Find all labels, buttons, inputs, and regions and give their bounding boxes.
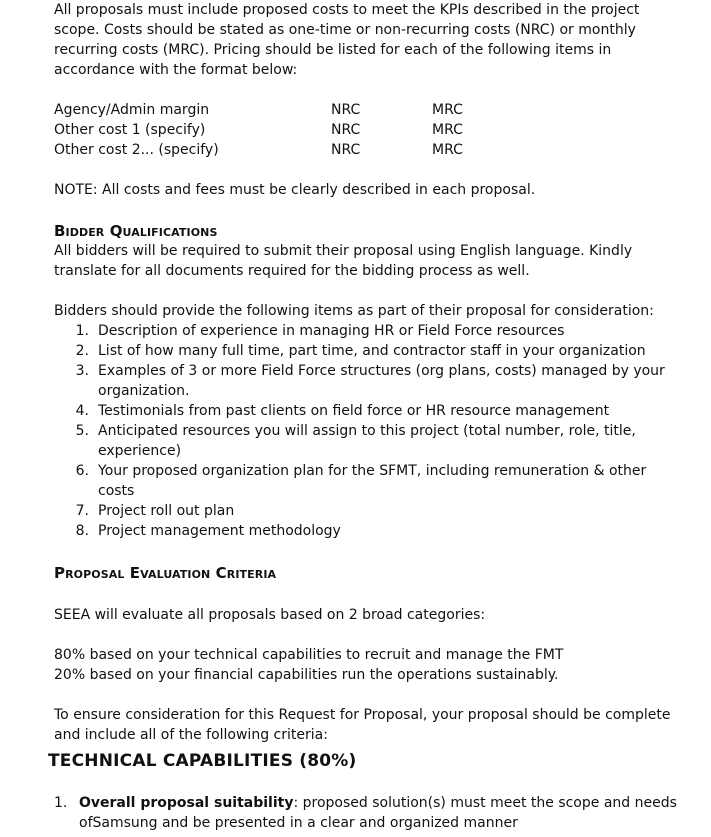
consideration-paragraph: To ensure consideration for this Request for Proposal, your proposal should be complete and include all of the following criteria:	[54, 707, 671, 743]
list-text: Project management methodology	[98, 523, 341, 539]
financial-weight-line: 20% based on your financial capabilities run the operations sustainably.	[54, 667, 559, 683]
list-number: 1.	[54, 795, 68, 811]
cost-mrc: MRC	[432, 142, 463, 158]
cost-row	[54, 140, 684, 160]
list-text: Description of experience in managing HR or Field Force resources	[98, 323, 565, 339]
list-text: List of how many full time, part time, and contractor staff in your organization	[98, 343, 646, 359]
cost-mrc: MRC	[432, 102, 463, 118]
list-text: Examples of 3 or more Field Force structures (org plans, costs) managed by your organization.	[98, 363, 665, 399]
list-number: 7.	[75, 503, 89, 519]
list-number: 8.	[75, 523, 89, 539]
cost-item: Other cost 2... (specify)	[54, 142, 219, 158]
list-item	[54, 461, 684, 501]
list-number: 2.	[75, 343, 89, 359]
list-item	[54, 361, 684, 401]
list-text	[79, 793, 684, 833]
cost-nrc: NRC	[331, 142, 361, 158]
technical-list	[54, 793, 684, 833]
list-text: Project roll out plan	[98, 503, 235, 519]
criterion-description: : proposed solution(s) must meet the scope and needs ofSamsung and be presented in a clear and organized manner	[79, 795, 677, 831]
list-text: Anticipated resources you will assign to this project (total number, role, title, experience)	[98, 423, 636, 459]
cost-item: Other cost 1 (specify)	[54, 122, 206, 138]
document-page	[54, 0, 684, 745]
list-number: 5.	[75, 423, 89, 439]
technical-weight-line: 80% based on your technical capabilities to recruit and manage the FMT	[54, 647, 564, 663]
technical-capabilities-heading: TECHNICAL CAPABILITIES (80%)	[48, 751, 357, 771]
list-number: 4.	[75, 403, 89, 419]
cost-row	[54, 120, 684, 140]
evaluation-criteria-heading: Proposal Evaluation Criteria	[54, 564, 277, 582]
cost-nrc: NRC	[331, 102, 361, 118]
cost-nrc: NRC	[331, 122, 361, 138]
evaluation-intro: SEEA will evaluate all proposals based on 2 broad categories:	[54, 607, 486, 623]
list-item	[54, 401, 684, 421]
list-number: 6.	[75, 463, 89, 479]
cost-item: Agency/Admin margin	[54, 102, 210, 118]
list-text: Your proposed organization plan for the SFMT, including remuneration & other costs	[98, 463, 647, 499]
list-item	[54, 521, 684, 541]
bidder-items-list	[54, 321, 684, 541]
list-item	[54, 321, 684, 341]
cost-mrc: MRC	[432, 122, 463, 138]
list-number: 1.	[75, 323, 89, 339]
bidder-qualifications-heading: Bidder Qualifications	[54, 222, 218, 240]
cost-note: NOTE: All costs and fees must be clearly described in each proposal.	[54, 182, 536, 198]
list-item	[54, 501, 684, 521]
bidder-language-paragraph: All bidders will be required to submit their proposal using English language. Kindly translate for all documents required for the bidding process as well.	[54, 243, 633, 279]
list-item	[54, 341, 684, 361]
list-text: Testimonials from past clients on field force or HR resource management	[98, 403, 610, 419]
list-item	[54, 793, 684, 833]
bidder-items-intro: Bidders should provide the following items as part of their proposal for consideration:	[54, 303, 654, 319]
cost-row	[54, 100, 684, 120]
list-item	[54, 421, 684, 461]
cost-table	[54, 100, 684, 160]
criterion-title: Overall proposal suitability	[79, 795, 294, 811]
intro-paragraph: All proposals must include proposed costs to meet the KPIs described in the project scope. Costs should be stated as one-time or non-recurring costs (NRC) or monthly recurring costs (MRC). Pricing should be listed for each of the following items in accordance with the format below:	[54, 2, 640, 78]
list-number: 3.	[75, 363, 89, 379]
